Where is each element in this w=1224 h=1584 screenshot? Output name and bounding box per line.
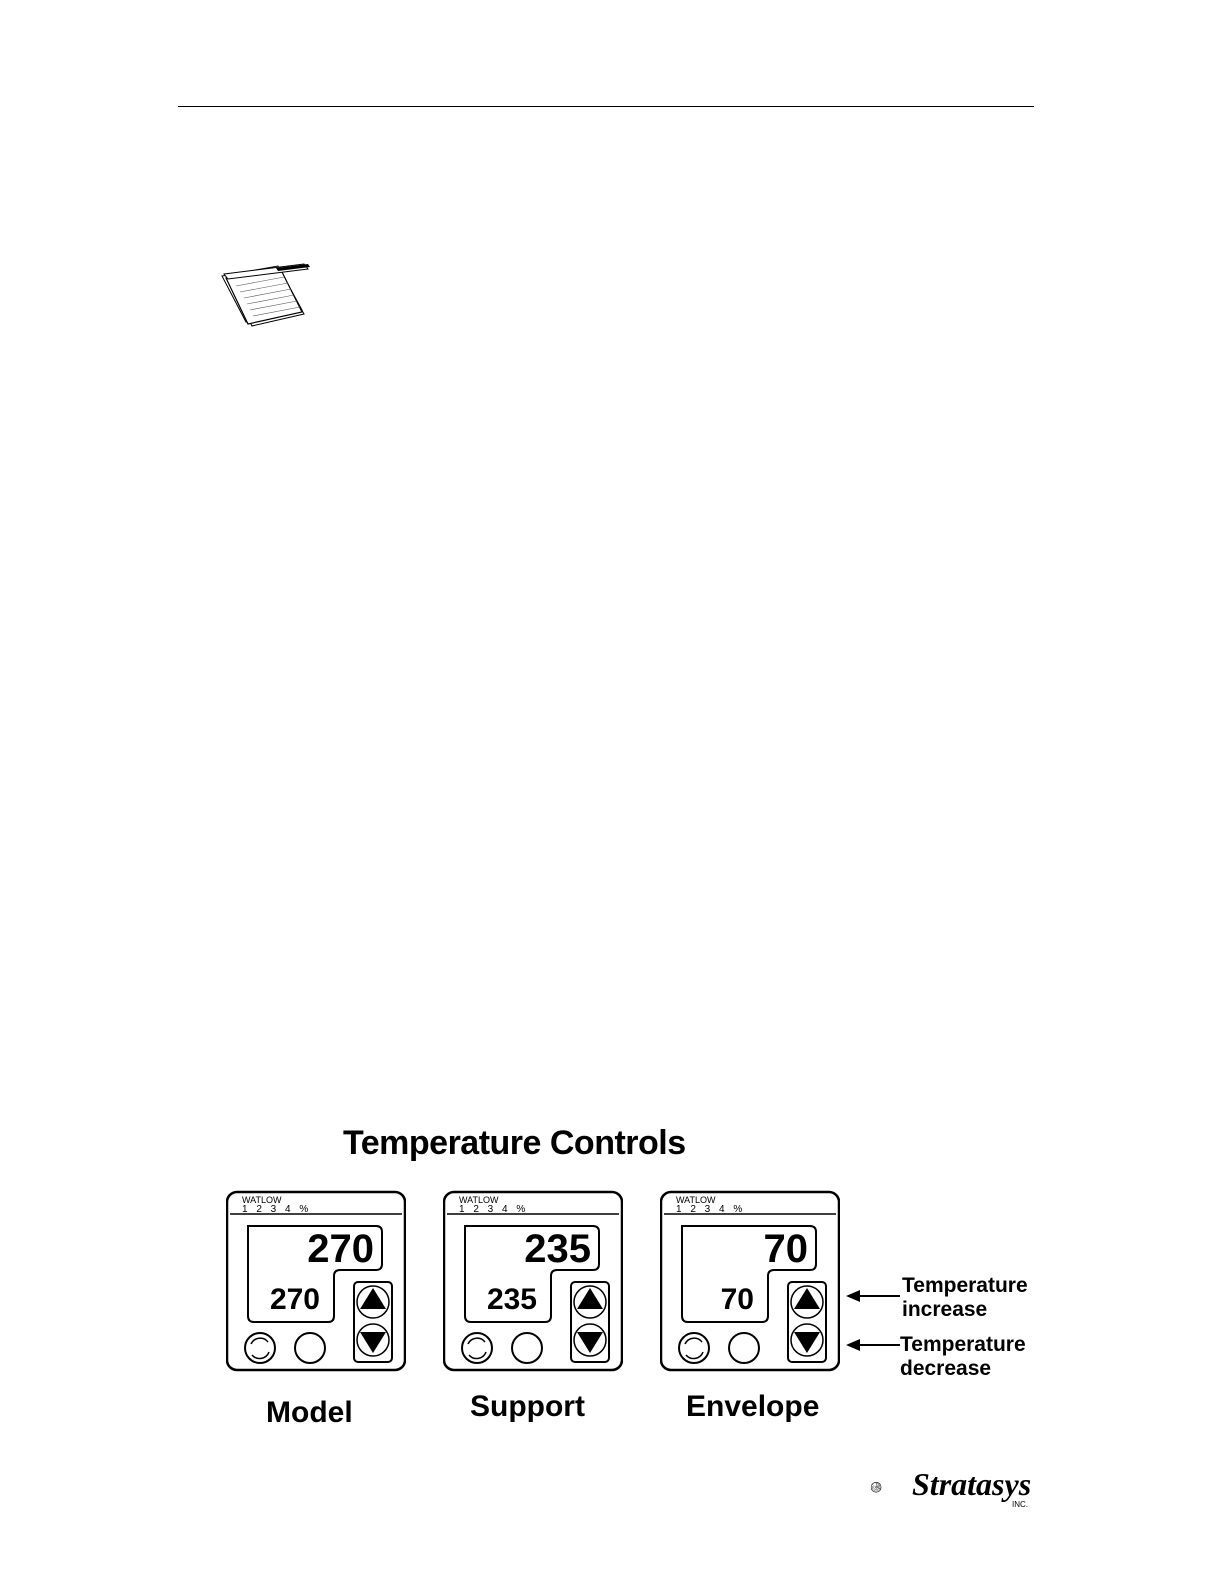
- figure-title: Temperature Controls: [343, 1124, 686, 1162]
- nautilus-shell-icon: [870, 1464, 916, 1510]
- panel-scale: 1 2 3 4 %: [676, 1204, 743, 1215]
- temperature-down-button[interactable]: [791, 1324, 825, 1358]
- panel-brand: WATLOW: [459, 1195, 499, 1205]
- panel-brand: WATLOW: [676, 1195, 716, 1205]
- panel-label: Model: [266, 1396, 353, 1429]
- brand-logo-text: Stratasys: [912, 1466, 1032, 1502]
- process-value: 70: [763, 1227, 808, 1271]
- callout-increase-line1: Temperature: [902, 1274, 1028, 1297]
- temperature-up-button[interactable]: [357, 1286, 391, 1320]
- brand-logo-suffix: INC.: [1012, 1500, 1028, 1509]
- panel-brand: WATLOW: [242, 1195, 282, 1205]
- notepad-pen-icon: [218, 260, 318, 330]
- process-value: 270: [307, 1227, 374, 1271]
- panel-scale: 1 2 3 4 %: [242, 1204, 309, 1215]
- header-rule: [178, 106, 1034, 107]
- set-value: 70: [720, 1283, 754, 1316]
- callout-increase-line2: increase: [902, 1298, 988, 1321]
- process-value: 235: [524, 1227, 591, 1271]
- callout-decrease-line1: Temperature: [900, 1333, 1026, 1356]
- increase-arrow-icon: [846, 1288, 902, 1304]
- temperature-down-button[interactable]: [357, 1324, 391, 1358]
- callout-increase: [902, 1274, 1028, 1322]
- callout-decrease: [900, 1333, 1026, 1381]
- panel-scale: 1 2 3 4 %: [459, 1204, 526, 1215]
- panel-label: Envelope: [686, 1390, 820, 1423]
- temperature-up-button[interactable]: [791, 1286, 825, 1320]
- panel-label: Support: [470, 1390, 585, 1423]
- temperature-up-button[interactable]: [574, 1286, 608, 1320]
- decrease-arrow-icon: [846, 1337, 902, 1353]
- set-value: 235: [486, 1283, 537, 1316]
- temperature-down-button[interactable]: [574, 1324, 608, 1358]
- set-value: 270: [269, 1283, 320, 1316]
- callout-decrease-line2: decrease: [900, 1357, 992, 1380]
